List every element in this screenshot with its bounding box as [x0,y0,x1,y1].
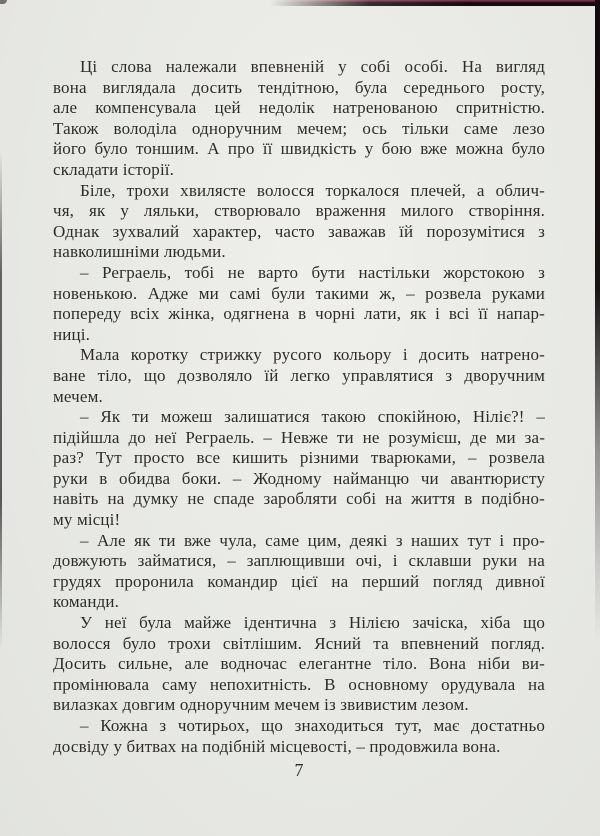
text-line: команди. [53,592,120,612]
text-line: промінювала саму непохитність. В основному орудувала на [53,674,545,694]
paragraph [53,345,545,407]
text-line: вилазках довгим одноручним мечем із звивистим лезом. [53,695,469,715]
text-line: волосся було трохи світлішим. Ясний та впевнений погляд. [53,633,545,653]
paragraph [53,57,545,181]
page-text [53,57,545,757]
text-line: – Але як ти вже чула, саме цим, деякі з наших тут і про- [80,530,545,550]
photo-edge-corner [0,0,7,4]
text-line: підійшла до неї Реграель. – Невже ти не розумієш, де ми за- [53,427,545,447]
page-number: 7 [294,760,304,780]
photo-edge-left [0,150,2,650]
text-line: мечем. [53,386,103,406]
text-line: У неї була майже ідентична з Нілією зачіска, хіба що [80,613,545,633]
photo-edge-top [270,0,600,6]
text-line: руки в обидва боки. – Жодному найманцю чи авантюристу [53,468,545,488]
text-line: навіть на думку не спаде заробляти собі на життя в подібно- [53,489,545,509]
text-line: ване тіло, що дозволяло їй легко управлятися з дворучним [53,365,545,385]
text-line: Однак зухвалий характер, часто заважав їй порозумітися з [53,221,545,241]
text-line: його було тоншим. А про її швидкість у бою вже можна було [53,139,545,159]
text-line: Досить сильне, але водночас елегантне тіло. Вона ніби ви- [53,654,545,674]
text-line: раз? Тут просто все кишить різними тварюками, – розвела [53,448,545,468]
text-line: Біле, трохи хвилясте волосся торкалося плечей, а облич- [80,180,545,200]
text-line: грудях проронила командир цієї на перший погляд дивної [53,571,545,591]
text-line: Також володіла одноручним мечем; ось тільки саме лезо [53,118,545,138]
text-line: вона виглядала досить тендітною, була середнього росту, [53,77,545,97]
text-line: новенькою. Адже ми самі були такими ж, – розвела руками [53,283,545,303]
text-line: попереду всіх жінка, одягнена в чорні лати, як і всі її напар- [53,304,545,324]
text-line: чя, як у ляльки, створювало враження милого створіння. [53,201,545,221]
text-line: але компенсувала цей недолік натренованою спритністю. [53,98,545,118]
text-line: – Реграель, тобі не варто бути настільки жорстокою з [80,262,545,282]
photo-edge-right [595,0,600,640]
text-line: складати історії. [53,159,175,179]
text-line: – Як ти можеш залишатися такою спокійною, Ніліє?! – [80,407,545,427]
text-line: досвіду у битвах на подібній місцевості, – продовжила вона. [53,736,501,756]
text-line: ниці. [53,324,91,344]
text-line: – Кожна з чотирьох, що знаходиться тут, має достатньо [80,716,545,735]
paragraph [53,263,545,345]
paragraph [53,531,545,613]
paragraph [53,716,545,757]
paragraph [53,407,545,531]
text-line: му місці! [53,510,121,530]
text-line: довжують займатися, – заплющивши очі, і склавши руки на [53,551,545,571]
text-line: навколишніми людьми. [53,242,226,262]
text-line: Ці слова належали впевненій у собі особі. На вигляд [80,57,545,76]
paragraph [53,613,545,716]
text-line: Мала коротку стрижку русого кольору і досить натрено- [80,345,545,365]
paragraph [53,181,545,263]
